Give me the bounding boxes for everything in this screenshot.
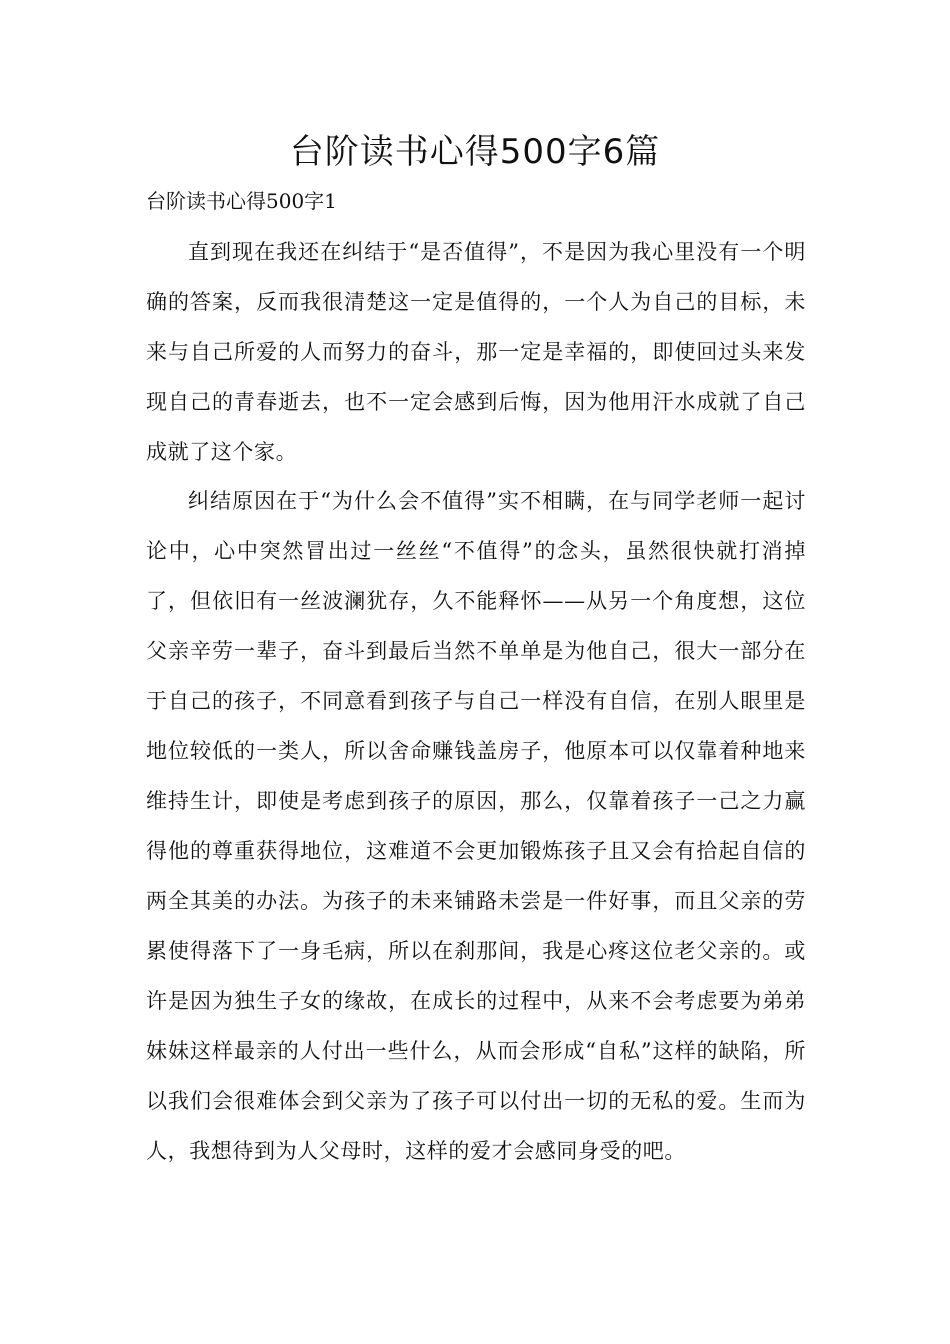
paragraph-2: 纠结原因在于“为什么会不值得”实不相瞒，在与同学老师一起讨论中，心中突然冒出过一丝丝“不值得”的念头，虽然很快就打消掉了，但依旧有一丝波澜犹存，久不能释怀——从另一个角度想，这位父亲辛劳一辈子，奋斗到最后当然不单单是为他自己，很大一部分在于自己的孩子，不同意看到孩子与自己一样没有自信，在别人眼里是地位较低的一类人，所以舍命赚钱盖房子，他原本可以仅靠着种地来维持生计，即使是考虑到孩子的原因，那么，仅靠着孩子一己之力赢得他的尊重获得地位，这难道不会更加锻炼孩子且又会有拾起自信的两全其美的办法。为孩子的未来铺路未尝是一件好事，而且父亲的劳累使得落下了一身毛病，所以在刹那间，我是心疼这位老父亲的。或许是因为独生子女的缘故，在成长的过程中，从来不会考虑要为弟弟妹妹这样最亲的人付出一些什么，从而会形成“自私”这样的缺陷，所以我们会很难体会到父亲为了孩子可以付出一切的无私的爱。生而为人，我想待到为人父母时，这样的爱才会感同身受的吧。 — [146, 489, 806, 1163]
document-title: 台阶读书心得500字6篇 — [289, 132, 661, 172]
paragraph-1: 直到现在我还在纠结于“是否值得”，不是因为我心里没有一个明确的答案，反而我很清楚这一定是值得的，一个人为自己的目标，未来与自己所爱的人而努力的奋斗，那一定是幸福的，即使回过头来发现自己的青春逝去，也不一定会感到后悔，因为他用汗水成就了自己成就了这个家。 — [146, 240, 806, 464]
section-heading: 台阶读书心得500字1 — [146, 189, 337, 213]
